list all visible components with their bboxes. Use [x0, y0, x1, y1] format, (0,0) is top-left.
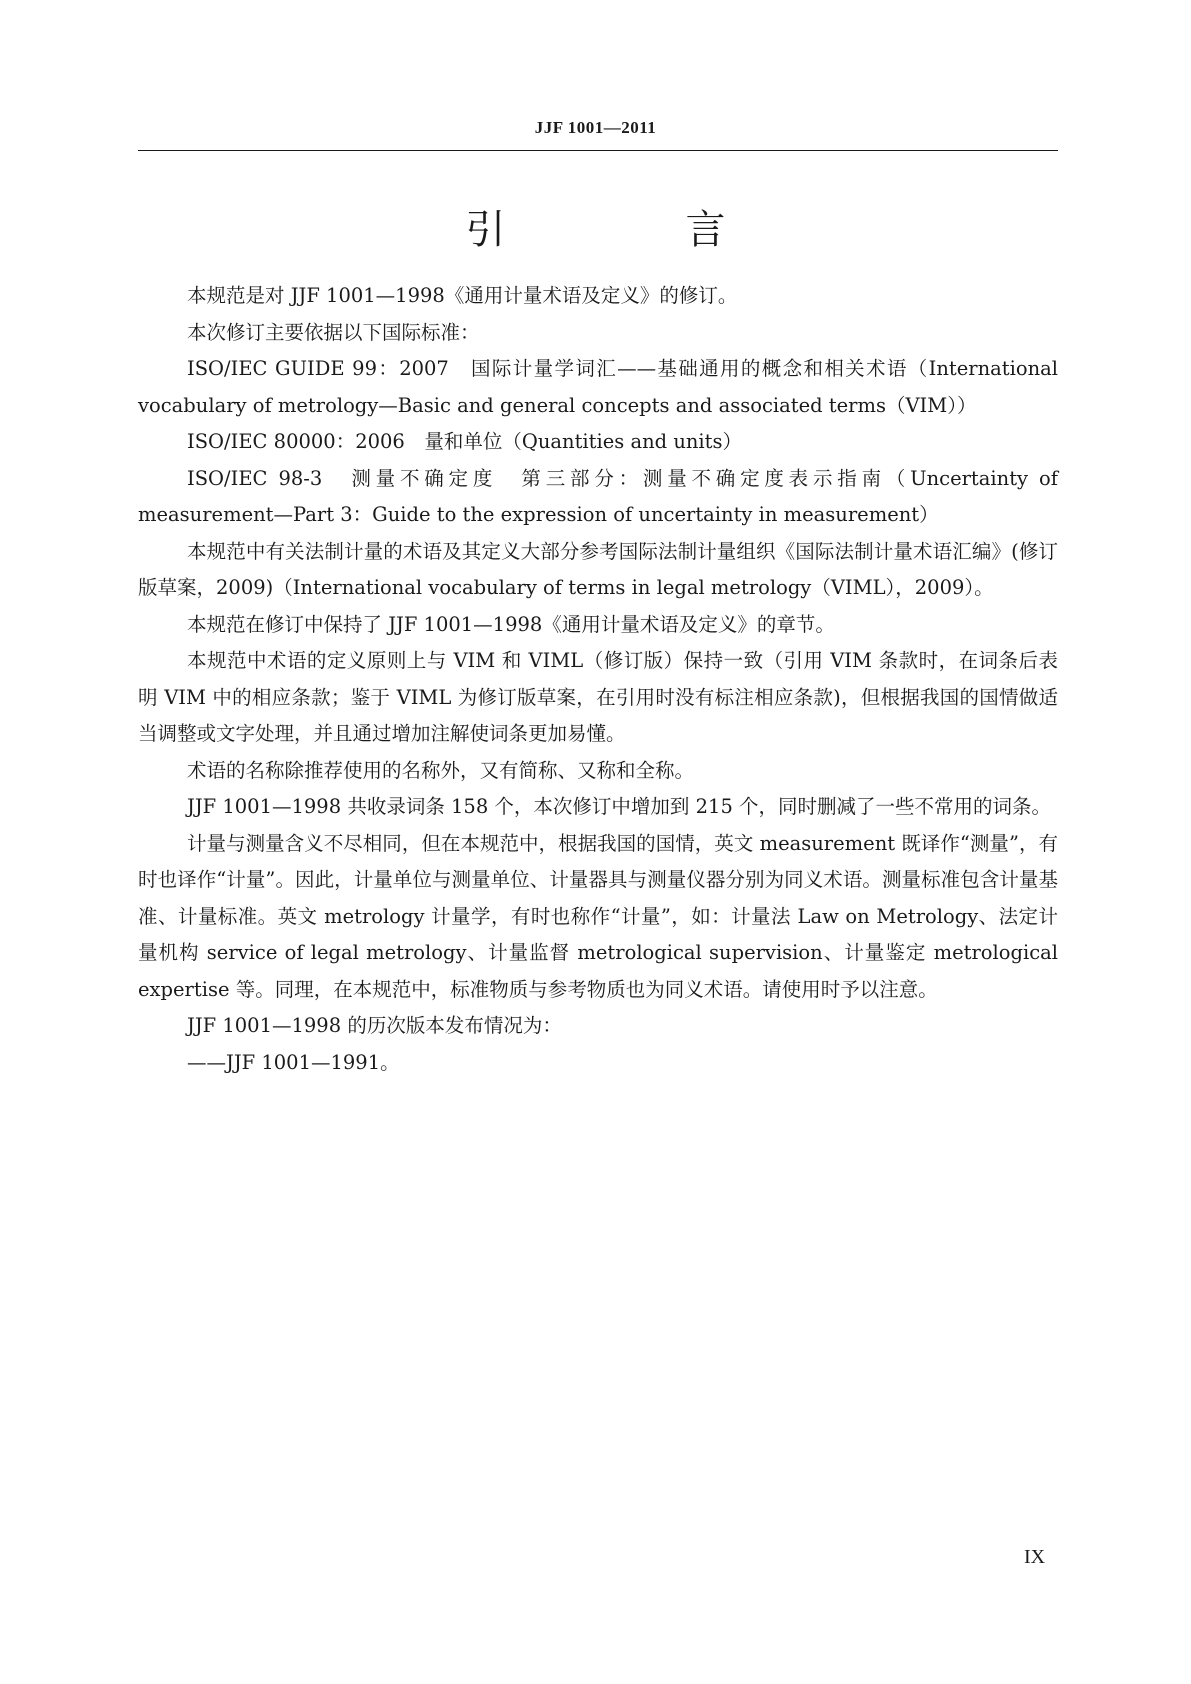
paragraph: 本规范中有关法制计量的术语及其定义大部分参考国际法制计量组织《国际法制计量术语汇编》(修订版草案，2009)（International vocabulary of terms in legal metrology（VIML），2009）。	[138, 539, 1058, 599]
paragraph: ISO/IEC 98-3 测量不确定度 第三部分：测量不确定度表示指南（Uncertainty of measurement—Part 3：Guide to the expression of uncertainty in measurement）	[138, 466, 1058, 526]
paragraph: 本规范在修订中保持了 JJF 1001—1998《通用计量术语及定义》的章节。	[187, 612, 835, 636]
page-number: IX	[1024, 1546, 1046, 1568]
paragraph: ISO/IEC 80000：2006 量和单位（Quantities and units）	[187, 430, 743, 453]
header-rule	[138, 150, 1058, 151]
paragraph: JJF 1001—1998 的历次版本发布情况为：	[187, 1014, 562, 1037]
paragraph: ——JJF 1001—1991。	[187, 1050, 400, 1074]
body-text	[138, 278, 1058, 1081]
paragraph: JJF 1001—1998 共收录词条 158 个，本次修订中增加到 215 个，同时删减了一些不常用的词条。	[187, 795, 1052, 818]
paragraph: 术语的名称除推荐使用的名称外，又有简称、又称和全称。	[187, 758, 695, 782]
paragraph: 本次修订主要依据以下国际标准：	[187, 320, 480, 344]
paragraph: 本规范中术语的定义原则上与 VIM 和 VIML（修订版）保持一致（引用 VIM 条款时，在词条后表明 VIM 中的相应条款；鉴于 VIML 为修订版草案，在引用时没有标注相应条款)，但根据我国的国情做适当调整或文字处理，并且通过增加注解使词条更加易懂。	[138, 649, 1058, 745]
page-title: 引 言	[465, 207, 796, 253]
paragraph: 本规范是对 JJF 1001—1998《通用计量术语及定义》的修订。	[187, 284, 738, 307]
paragraph: ISO/IEC GUIDE 99：2007 国际计量学词汇——基础通用的概念和相关术语（International vocabulary of metrology—Basic and general concepts and associated terms（VIM））	[138, 357, 1058, 417]
document-code-header: JJF 1001—2011	[534, 118, 657, 137]
paragraph: 计量与测量含义不尽相同，但在本规范中，根据我国的国情，英文 measurement 既译作“测量”，有时也译作“计量”。因此，计量单位与测量单位、计量器具与测量仪器分别为同义术语。测量标准包含计量基准、计量标准。英文 metrology 计量学，有时也称作“计量”，如：计量法 Law on Metrology、法定计量机构 service of legal metrology、计量监督 metrological supervision、计量鉴定 metrological expertise 等。同理，在本规范中，标准物质与参考物质也为同义术语。请使用时予以注意。	[138, 831, 1058, 1001]
